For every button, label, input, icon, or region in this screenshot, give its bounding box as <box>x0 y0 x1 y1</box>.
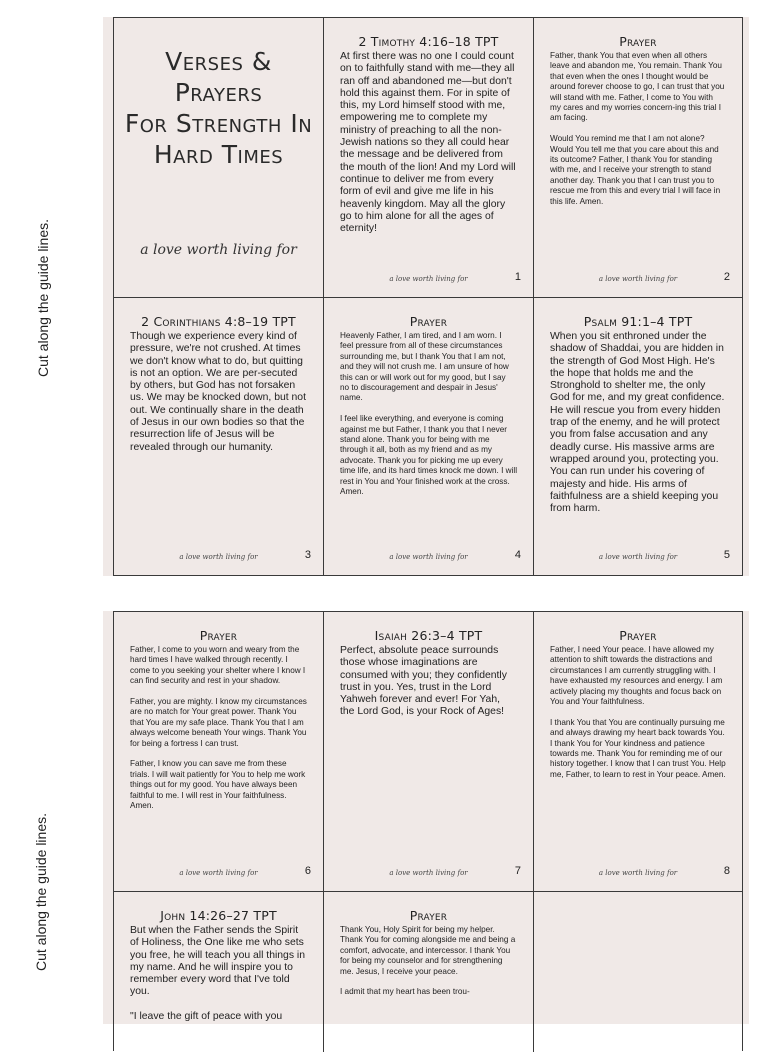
empty-card <box>534 892 742 1052</box>
card-title: Prayer <box>409 314 448 329</box>
card-footer <box>324 547 533 561</box>
card-footer <box>534 863 742 877</box>
card-title: John 14:26–27 TPT <box>160 908 277 923</box>
card-tagline: a love worth living for <box>598 869 678 877</box>
card-tagline: a love worth living for <box>179 553 258 561</box>
page-number: 1 <box>514 271 521 283</box>
cover-card <box>114 18 324 298</box>
prayer-card <box>324 892 534 1052</box>
card-sheet-1 <box>103 17 749 576</box>
cover-tagline: a love worth living for <box>140 242 297 258</box>
card-footer <box>534 269 742 283</box>
card-tagline: a love worth living for <box>389 553 468 561</box>
card-body: Father, thank You that even when all others leave and abandon me, You remain. Thank You that even when the ones I thought would be around forever choose to go, I can trust that you will stand with me. Father, I come to You with my cares and my worries concern-ing this trial I am facing. Would You remind me that I am not alone? Would You tell me that you care about this and its outcome? Father, I thank You for standing with me, and I receive your strength to stand another day. Thank you that I can trust you to rescue me from this and every trial I will face in this life. Amen. <box>550 51 725 206</box>
card-grid-1 <box>113 17 743 576</box>
verse-card <box>324 612 534 892</box>
page-number: 8 <box>723 865 730 877</box>
verse-card <box>114 298 324 575</box>
card-grid-2 <box>113 611 743 1051</box>
card-title: Prayer <box>619 34 657 49</box>
card-body: Father, I come to you worn and weary from the hard times I have walked through recently. I come to you seeking your shelter where I know I can find security and rest in your shadow. Father, you are mighty. I know my circumstances are no match for Your great power. Thank You that You are my safe place. Thank You that I am always welcome beneath Your wings. Thank You for being a fortress I can trust. Father, I know you can save me from these trials. I will wait patiently for You to help me work things out for my good. You have always been faithful to me. I will rest in Your faithfulness. Amen. <box>130 645 307 811</box>
cut-guide-label-bottom: Cut along the guide lines. <box>33 813 49 971</box>
card-body: Father, I need Your peace. I have allowed my attention to shift towards the distractions and circumstances I am currently struggling with. I have exhausted my resources and energy. I am actively placing my thoughts and focus back on You and Your faithfulness. I thank You that You are continually pursuing me and always drawing my heart back towards You. I thank You for Your kindness and patience towards me. Thank You for reminding me of our history together. I know that I can trust You. Help me, Father, to learn to rest in Your peace. Amen. <box>550 645 726 779</box>
card-body: Perfect, absolute peace surrounds those whose imaginations are consumed with you; they confidently trust in you. Yes, trust in the Lord Yahweh forever and ever! For Yah, the Lord God, is your Rock of Ages! <box>340 645 507 718</box>
prayer-card <box>534 18 742 298</box>
card-body: Thank You, Holy Spirit for being my helper. Thank You for coming alongside me and being a comfort, advocate, and intercessor. I thank You for being my counselor and for strengthening me. Jesus, I receive your peace. I admit that my heart has been trou- <box>340 925 516 997</box>
card-body: But when the Father sends the Spirit of Holiness, the One like me who sets you free, he will teach you all things in my name. And he will inspire you to remember every word that I've told you. "I leave the gift of peace with you <box>130 925 306 1023</box>
card-tagline: a love worth living for <box>389 275 468 283</box>
cover-title: Verses & Prayers For Strength In Hard Times <box>124 47 313 169</box>
card-title: 2 Corinthians 4:8–19 TPT <box>141 314 296 329</box>
verse-card <box>114 892 324 1052</box>
card-body: Though we experience every kind of pressure, we're not crushed. At times we don't know what to do, but quitting is not an option. We are per-secuted by others, but God has not forsaken us. We may be knocked down, but not out. We continually share in the death of Jesus in our own bodies so that the resurrection life of Jesus will be revealed through our humanity. <box>130 331 306 453</box>
cut-guide-label-top: Cut along the guide lines. <box>35 219 51 377</box>
verse-card <box>534 298 742 575</box>
card-body: When you sit enthroned under the shadow of Shaddai, you are hidden in the strength of God Most High. He's the hope that holds me and the Stronghold to shelter me, the only God for me, and my great confidence. He will rescue you from every hidden trap of the enemy, and he will protect you from false accusation and any deadly curse. His massive arms are wrapped around you, protecting you. You can run under his covering of majesty and hide. His arms of faithfulness are a shield keeping you from harm. <box>550 331 725 515</box>
card-sheet-2 <box>103 611 749 1024</box>
page-number: 7 <box>514 865 521 877</box>
card-body: Heavenly Father, I am tired, and I am worn. I feel pressure from all of these circumstances surrounding me, but I thank You that I am not, and they will not crush me. I am unsure of how this can or will work out for my good, but I say no to discouragement and despair in Jesus' name. I feel like everything, and everyone is coming against me but Father, I thank you that I never stand alone. Thank you for being with me through it all, both as my friend and as my advocate. Thank you for picking me up every time life, and its hard times knock me down. I will rest in You and Your finished work at the cross. Amen. <box>340 331 518 497</box>
card-footer <box>114 863 323 877</box>
card-title: 2 Timothy 4:16–18 TPT <box>358 34 499 49</box>
card-footer <box>534 547 742 561</box>
card-tagline: a love worth living for <box>598 553 678 561</box>
card-title: Prayer <box>409 908 448 923</box>
card-tagline: a love worth living for <box>389 869 468 877</box>
card-footer <box>324 269 533 283</box>
prayer-card <box>534 612 742 892</box>
card-footer <box>114 547 323 561</box>
page-number: 6 <box>304 865 311 877</box>
verse-card <box>324 18 534 298</box>
card-footer <box>324 863 533 877</box>
card-body: At first there was no one I could count on to faithfully stand with me—they all ran off and abandoned me—but don't hold this against them. For in spite of this, my Lord himself stood with me, empowering me to complete my ministry of preaching to all the non-Jewish nations so they all could hear the message and be delivered from the mouth of the lion! And my Lord will continue to deliver me from every form of evil and give me life in his heavenly kingdom. May all the glory go to him alone for all the ages of eternity! <box>340 51 516 235</box>
card-tagline: a love worth living for <box>598 275 678 283</box>
card-title: Isaiah 26:3–4 TPT <box>374 628 483 643</box>
page-number: 2 <box>723 271 730 283</box>
card-title: Psalm 91:1–4 TPT <box>583 314 693 329</box>
page-number: 5 <box>723 549 730 561</box>
page-number: 4 <box>514 549 521 561</box>
card-title: Prayer <box>199 628 238 643</box>
prayer-card <box>114 612 324 892</box>
card-title: Prayer <box>619 628 657 643</box>
card-tagline: a love worth living for <box>179 869 258 877</box>
page-number: 3 <box>304 549 311 561</box>
prayer-card <box>324 298 534 575</box>
